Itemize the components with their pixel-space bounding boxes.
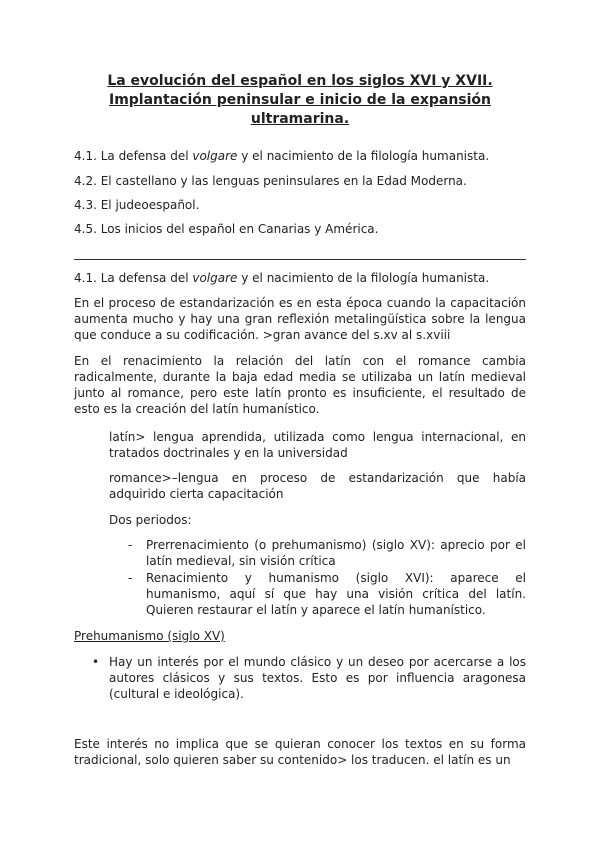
subheading-prehumanismo: Prehumanismo (siglo XV) [74, 629, 225, 643]
toc-item-emphasis: volgare [192, 149, 238, 163]
document-title: La evolución del español en los siglos XVI y XVII. Implantación peninsular e inicio de la expansión ultramarina. [107, 73, 493, 127]
toc-item-4-5: 4.5. Los inicios del español en Canarias y América. [74, 222, 379, 236]
list-dash: - [128, 571, 133, 585]
paragraph-closing: Este interés no implica que se quieran conocer los textos en su forma tradicional, solo quieren saber su contenido> los traducen. el latín es un [74, 737, 526, 767]
paragraph-standardization: En el proceso de estandarización es en esta época cuando la capacitación aumenta mucho y hay una gran reflexión metalingüística sobre la lengua que conduce a su codificación. >gran avance del s.xv al s.xviii [74, 296, 526, 342]
toc-item-text: 4.1. La defensa del [74, 149, 193, 163]
list-item: Hay un interés por el mundo clásico y un deseo por acercarse a los autores clásicos y sus textos. Esto es por influencia aragonesa (cultural e ideológica). [109, 655, 526, 701]
section-heading-emphasis: volgare [192, 271, 238, 285]
toc-item-text: y el nacimiento de la filología humanista. [237, 149, 490, 163]
section-heading [74, 270, 526, 286]
list-item: Prerrenacimiento (o prehumanismo) (siglo XV): aprecio por el latín medieval, sin visión crítica [146, 538, 526, 568]
section-heading-text: y el nacimiento de la filología humanista. [237, 271, 490, 285]
paragraph-renaissance: En el renacimiento la relación del latín con el romance cambia radicalmente, durante la baja edad media se utilizaba un latín medieval junto al romance, pero este latín pronto es insuficiente, el resultado de esto es la creación del latín humanístico. [74, 354, 526, 416]
list-item: Renacimiento y humanismo (siglo XVI): aparece el humanismo, aquí sí que hay una visión crítica del latín. Quieren restaurar el latín y aparece el latín humanístico. [146, 571, 526, 617]
toc-item-4-2: 4.2. El castellano y las lenguas peninsulares en la Edad Moderna. [74, 174, 467, 188]
horizontal-rule [74, 259, 526, 260]
list-dash: - [128, 538, 133, 552]
indented-periods-label: Dos periodos: [109, 513, 192, 527]
toc-item-4-1 [74, 148, 526, 164]
section-heading-text: 4.1. La defensa del [74, 271, 193, 285]
bullet-icon: • [92, 655, 100, 669]
toc-item-4-3: 4.3. El judeoespañol. [74, 198, 200, 212]
indented-latin: latín> lengua aprendida, utilizada como lengua internacional, en tratados doctrinales y en la universidad [109, 430, 526, 460]
indented-romance: romance>–lengua en proceso de estandarización que había adquirido cierta capacitación [109, 471, 526, 501]
